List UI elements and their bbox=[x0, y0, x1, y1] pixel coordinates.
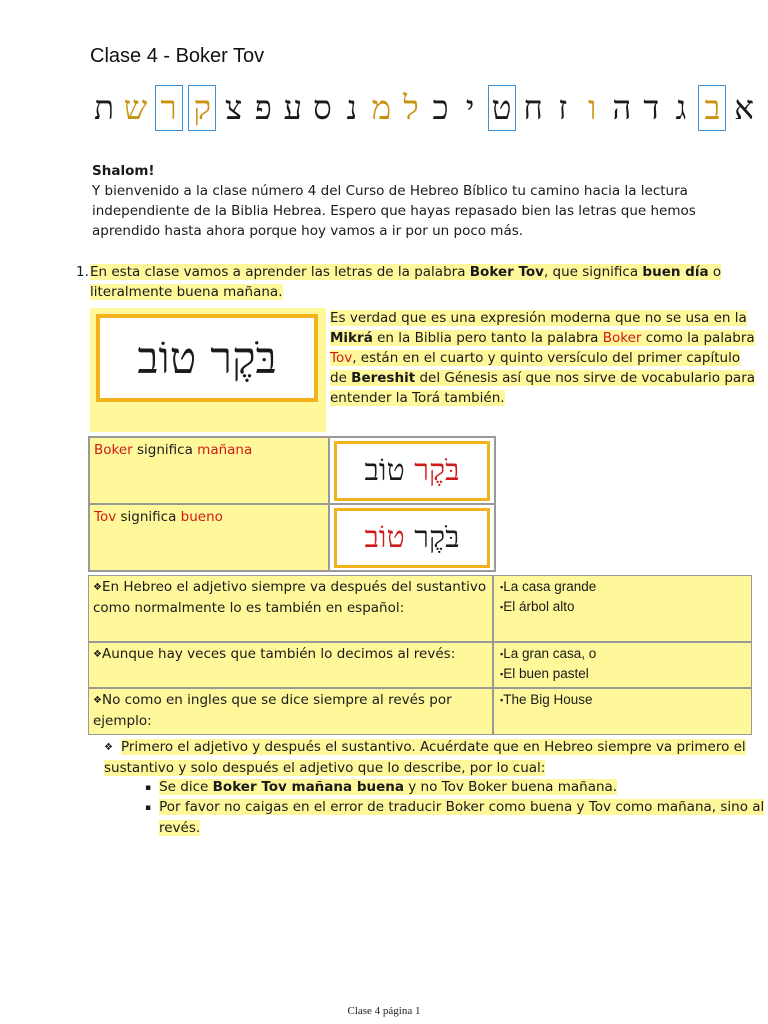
vocabulary-table bbox=[88, 436, 496, 572]
intro-paragraph bbox=[92, 161, 758, 241]
sub-point-1: ❖ Primero el adjetivo y después el sustantivo. Acuérdate que en Hebreo siempre va primero el sustantivo y solo después el adjetivo que lo describe, por lo cual: bbox=[104, 739, 746, 776]
hebrew-phrase-panel bbox=[90, 308, 326, 432]
hebrew-letter: נ bbox=[346, 88, 358, 127]
text-part: o literalmente buena mañana. bbox=[90, 264, 722, 300]
hebrew-letter: ל bbox=[403, 88, 419, 127]
vocab-meaning: bueno bbox=[180, 509, 223, 525]
hebrew-letter: ע bbox=[283, 88, 303, 127]
text-part: , están en el cuarto y quinto versículo del primer capítulo de bbox=[330, 350, 741, 386]
vocab-mid: significa bbox=[116, 509, 181, 525]
page-footer: Clase 4 página 1 bbox=[347, 1005, 421, 1017]
example-text: The Big House bbox=[503, 692, 593, 707]
hebrew-tov-red: טוֹב bbox=[364, 520, 405, 555]
side-paragraph bbox=[330, 308, 758, 408]
vocab-frame bbox=[334, 508, 490, 568]
sub-point-1-text: Primero el adjetivo y después el sustantivo. Acuérdate que en Hebreo siempre va primero el sustantivo y solo después el adjetivo que lo describe, por lo cual: bbox=[104, 739, 746, 776]
hebrew-phrase: בֹּקֶר טוֹב bbox=[137, 332, 277, 384]
sub-point-3-text: Por favor no caigas en el error de traducir Boker como buena y Tov como mañana, sino al revés. bbox=[159, 799, 765, 836]
hebrew-letter: מ bbox=[371, 88, 392, 127]
hebrew-letter: ח bbox=[523, 88, 543, 127]
intro-text: Y bienvenido a la clase número 4 del Curso de Hebreo Bíblico tu camino hacia la lectura independiente de la Biblia Hebrea. Espero que hayas repasado bien las letras que hemos aprendido hasta ahora porque hoy vamos a ir por un poco más. bbox=[92, 183, 696, 239]
comparison-rule: ❖Aunque hay veces que también lo decimos al revés: bbox=[88, 642, 493, 688]
comparison-rule: ❖No como en ingles que se dice siempre al revés por ejemplo: bbox=[88, 688, 493, 735]
vocab-image-boker bbox=[329, 437, 495, 504]
hebrew-letter: ד bbox=[643, 88, 660, 127]
sub-point-2-text bbox=[159, 779, 617, 795]
greeting: Shalom! bbox=[92, 163, 155, 179]
vocab-word: Tov bbox=[94, 509, 117, 525]
text-part: como la palabra bbox=[641, 330, 755, 346]
hebrew-letter: ת bbox=[94, 88, 115, 127]
bereshit-bold: Bereshit bbox=[351, 370, 416, 386]
text-part: Se dice bbox=[159, 779, 213, 795]
hebrew-letter: כ bbox=[432, 88, 449, 127]
vocab-image-tov bbox=[329, 504, 495, 571]
hebrew-letter: ס bbox=[312, 88, 332, 127]
hebrew-boker: בֹּקֶר bbox=[414, 520, 460, 555]
hebrew-letter: ב bbox=[698, 85, 726, 131]
sub-point-3: ▪ Por favor no caigas en el error de traducir Boker como buena y Tov como mañana, sino al revés. bbox=[145, 799, 765, 836]
hebrew-letter: ט bbox=[488, 85, 516, 131]
text-part: Es verdad que es una expresión moderna que no se usa en la bbox=[330, 310, 747, 326]
example-text: El buen pastel bbox=[503, 666, 589, 681]
vocab-word: Boker bbox=[94, 442, 133, 458]
comparison-examples: ▪La gran casa, o ▪El buen pastel bbox=[493, 642, 752, 688]
rule-text: Aunque hay veces que también lo decimos al revés: bbox=[101, 646, 456, 662]
hebrew-letter: א bbox=[734, 88, 754, 127]
rule-text: No como en ingles que se dice siempre al revés por ejemplo: bbox=[93, 692, 452, 729]
vocab-mid: significa bbox=[132, 442, 198, 458]
hebrew-letter: ק bbox=[188, 85, 216, 131]
example-text: El árbol alto bbox=[503, 599, 575, 614]
text-part: en la Biblia pero tanto la palabra bbox=[372, 330, 603, 346]
sub-point-2: ▪ Se dice Boker Tov mañana buena y no Tov Boker buena mañana. bbox=[145, 779, 618, 795]
hebrew-boker-red: בֹּקֶר bbox=[414, 453, 460, 488]
vocab-cell-tov bbox=[89, 504, 329, 571]
point-1-text bbox=[90, 264, 721, 300]
point-number: 1. bbox=[76, 264, 89, 280]
page-title: Clase 4 - Boker Tov bbox=[90, 45, 265, 67]
hebrew-letter: ש bbox=[123, 88, 148, 127]
boker-tov-bold: Boker Tov bbox=[469, 264, 544, 280]
comparison-examples: ▪The Big House bbox=[493, 688, 752, 735]
comparison-table bbox=[88, 575, 752, 735]
mikra-bold: Mikrá bbox=[330, 330, 373, 346]
comparison-rule: ❖En Hebreo el adjetivo siempre va después del sustantivo como normalmente lo es también en español: bbox=[88, 575, 493, 642]
hebrew-letter: ו bbox=[588, 88, 597, 127]
hebrew-letter: ה bbox=[612, 88, 632, 127]
rule-text: En Hebreo el adjetivo siempre va después del sustantivo como normalmente lo es también en español: bbox=[93, 579, 487, 616]
example-text: La casa grande bbox=[503, 579, 597, 594]
hebrew-letter: ג bbox=[675, 88, 687, 127]
boker-tov-manana-buena-bold: Boker Tov mañana buena bbox=[212, 779, 404, 795]
boker-red: Boker bbox=[602, 330, 642, 346]
text-part: , que significa bbox=[543, 264, 643, 280]
side-paragraph-text bbox=[330, 310, 755, 406]
tov-red: Tov bbox=[330, 350, 353, 366]
hebrew-letter: י bbox=[465, 88, 475, 127]
hebrew-phrase-frame bbox=[96, 314, 318, 402]
hebrew-letter: ז bbox=[558, 88, 568, 127]
vocab-frame bbox=[334, 441, 490, 501]
hebrew-tov: טוֹב bbox=[364, 453, 405, 488]
hebrew-letter: ר bbox=[155, 85, 183, 131]
text-part: En esta clase vamos a aprender las letras de la palabra bbox=[90, 264, 470, 280]
vocab-meaning: mañana bbox=[197, 442, 253, 458]
hebrew-letter: צ bbox=[225, 88, 243, 127]
hebrew-letter: פ bbox=[254, 88, 272, 127]
text-part: del Génesis así que nos sirve de vocabulario para entender la Torá también. bbox=[330, 370, 756, 406]
example-text: La gran casa, o bbox=[503, 646, 597, 661]
vocab-cell-boker bbox=[89, 437, 329, 504]
hebrew-alphabet bbox=[92, 84, 756, 132]
text-part: y no Tov Boker buena mañana. bbox=[403, 779, 618, 795]
point-1 bbox=[76, 262, 761, 302]
buen-dia-bold: buen día bbox=[642, 264, 709, 280]
comparison-examples: ▪La casa grande ▪El árbol alto bbox=[493, 575, 752, 642]
